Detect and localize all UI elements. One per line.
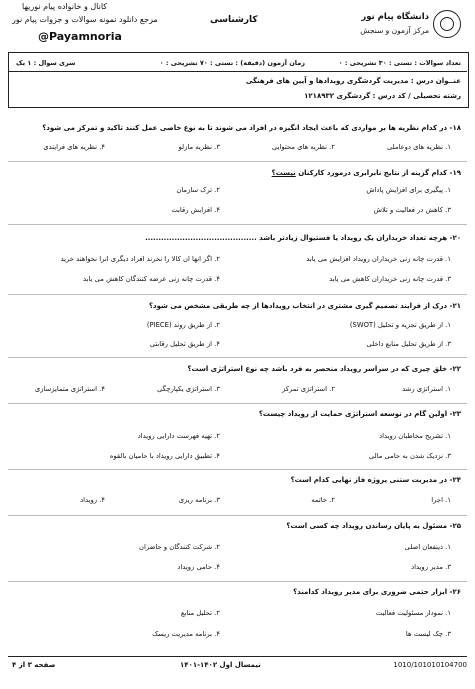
option-3[interactable]: ۳. چک لیست ها [405, 630, 451, 638]
question-18 [42, 124, 461, 132]
semester: نیمسال اول ۱۴۰۲-۱۴۰۱ [180, 661, 261, 669]
option-3[interactable]: ۳. از طریق تحلیل منابع داخلی [366, 340, 451, 348]
option-2[interactable]: ۲. نظریه های محتوایی [271, 143, 335, 151]
question-19 [272, 169, 461, 177]
option-3[interactable]: ۳. نظریه مازلو [178, 143, 220, 151]
exam-code: 1010/101010104700 [393, 661, 467, 669]
option-3[interactable]: ۳. قدرت چانه زنی خریداران کاهش می یابد [329, 275, 451, 283]
question-text: ابزار حتمی ضروری برای مدیر رویداد کدامند؟ [293, 588, 448, 596]
exam-time: زمان آزمون (دقیقه) : تستی : ۷۰ تشریحی : ۰ [159, 59, 305, 67]
question-number: ۱۸- [449, 124, 461, 132]
option-1[interactable]: ۱. تشریح مخاطبان رویداد [379, 432, 451, 440]
question-number: ۲۶- [449, 588, 461, 596]
question-number: ۲۳- [449, 410, 461, 418]
option-2[interactable]: ۲. خاتمه [311, 496, 335, 504]
question-number: ۱۹- [449, 169, 461, 177]
question-text: در کدام نظریه ها بر مواردی که باعث ایجاد انگیزه در افراد می شوند تا به نوع خاصی عمل کنند تاکید و تمرکز می شود؟ [42, 124, 448, 132]
question-26 [293, 588, 461, 596]
watermark-handle: @Payamnoria [38, 30, 122, 43]
question-25 [286, 522, 461, 530]
question-21 [149, 302, 461, 310]
option-4[interactable]: ۴. از طریق تحلیل رقابتی [149, 340, 220, 348]
divider [8, 469, 467, 470]
question-series: سری سوال : ۱ یک [16, 59, 76, 67]
option-2[interactable]: ۲. شرکت کنندگان و حاضران [139, 543, 220, 551]
option-1[interactable]: ۱. اجرا [431, 496, 451, 504]
question-24 [291, 476, 461, 484]
university-name: دانشگاه پیام نور [361, 12, 429, 22]
option-4[interactable]: ۴. تطبیق دارایی رویداد با حامیان بالقوه [109, 452, 220, 460]
option-1[interactable]: ۱. پیگیری برای افزایش پاداش [366, 186, 451, 194]
option-4[interactable]: ۴. قدرت چانه زنی عرضه کنندگان کاهش می یابد [83, 275, 220, 283]
option-1[interactable]: ۱. از طریق تجزیه و تحلیل (SWOT) [349, 321, 451, 329]
watermark-line-2: مرجع دانلود نمونه سوالات و جزوات پیام نور [12, 15, 158, 24]
option-2[interactable]: ۲. اگر انها ان کالا را نخرند افراد دیگری انرا نخواهند خرید [60, 255, 220, 263]
option-1[interactable]: ۱. نمودار مسئولیت فعالیت [375, 609, 451, 617]
option-3[interactable]: ۳. نزدیک شدن به حامی مالی [368, 452, 451, 460]
option-4[interactable]: ۴. حامی رویداد [177, 563, 220, 571]
footer-divider [8, 656, 467, 657]
watermark-line-1: کانال و خانواده پیام نوریها [22, 2, 108, 11]
question-text: درک از فرایند تصمیم گیری مشتری در انتخاب رویدادها از چه طریقی مشخص می شود؟ [149, 302, 448, 310]
question-text: هرچه تعداد خریداران یک رویداد یا فستیوال زیادتر باشد .......................................... [145, 234, 448, 242]
question-text: کدام گزینه از نتایج نابرابری درمورد کارکنان [298, 169, 448, 177]
question-number: ۲۲- [449, 365, 461, 373]
questions-count: تعداد سوالات : تستی : ۳۰ تشریحی : ۰ [338, 59, 461, 67]
option-2[interactable]: ۲. تحلیل منابع [180, 609, 220, 617]
question-number: ۲۱- [449, 302, 461, 310]
option-4[interactable]: ۴. رویداد [80, 496, 105, 504]
exam-center: مرکز آزمون و سنجش [360, 26, 429, 35]
question-20 [145, 234, 461, 242]
degree-level: کارشناسی [210, 15, 258, 25]
option-4[interactable]: ۴. استراتژی متمایزسازی [34, 385, 105, 393]
question-number: ۲۵- [449, 522, 461, 530]
option-4[interactable]: ۴. افزایش رقابت [171, 206, 220, 214]
divider [8, 161, 467, 162]
divider [8, 294, 467, 295]
exam-header [0, 0, 475, 50]
question-number: ۲۴- [449, 476, 461, 484]
option-3[interactable]: ۳. برنامه ریزی [178, 496, 220, 504]
question-emphasis: نیست؟ [271, 169, 296, 177]
page-number: صفحه ۳ از ۴ [12, 661, 56, 669]
question-number: ۲۰- [449, 234, 461, 242]
option-3[interactable]: ۳. مدیر رویداد [411, 563, 451, 571]
option-3[interactable]: ۳. استراتژی یکپارچگی [156, 385, 220, 393]
question-text: خلق چیزی که در سراسر رویداد منحصر به فرد باشد چه نوع استراتژی است؟ [187, 365, 448, 373]
course-title: عنــوان درس : مدیریت گردشگری رویدادها و آیین های فرهنگی [245, 77, 461, 85]
divider [8, 403, 467, 404]
divider [8, 581, 467, 582]
option-3[interactable]: ۳. کاهش در فعالیت و تلاش [373, 206, 451, 214]
option-4[interactable]: ۴. برنامه مدیریت ریسک [152, 630, 220, 638]
question-text: در مدیریت ستنی پروژه فاز نهایی کدام است؟ [290, 476, 448, 484]
question-text: مسئول به پایان رساندن رویداد چه کسی است؟ [286, 522, 448, 530]
question-22 [187, 365, 461, 373]
option-2[interactable]: ۲. تهیه فهرست دارایی رویداد [137, 432, 220, 440]
divider [8, 515, 467, 516]
option-2[interactable]: ۲. ترک سازمان [176, 186, 220, 194]
field-code: رشته تحصیلی / کد درس : گردشگری ۱۲۱۸۹۳۲ [304, 92, 461, 100]
question-text: اولین گام در توسعه استراتژی حمایت از رویداد چیست؟ [258, 410, 448, 418]
option-2[interactable]: ۲. استراتژی تمرکز [282, 385, 335, 393]
divider [8, 224, 467, 225]
option-1[interactable]: ۱. قدرت چانه زنی خریداران رویداد افزایش می یابد [306, 255, 451, 263]
info-divider [8, 71, 467, 72]
university-logo-icon [433, 10, 461, 38]
option-1[interactable]: ۱. استراتژی رشد [402, 385, 451, 393]
option-1[interactable]: ۱. ذینفعان اصلی [404, 543, 451, 551]
question-23 [259, 410, 461, 418]
option-2[interactable]: ۲. از طریق روند (PIECE) [146, 321, 220, 329]
option-1[interactable]: ۱. نظریه های دوعاملی [386, 143, 451, 151]
divider [8, 357, 467, 358]
option-4[interactable]: ۴. نظریه های فرایندی [43, 143, 105, 151]
